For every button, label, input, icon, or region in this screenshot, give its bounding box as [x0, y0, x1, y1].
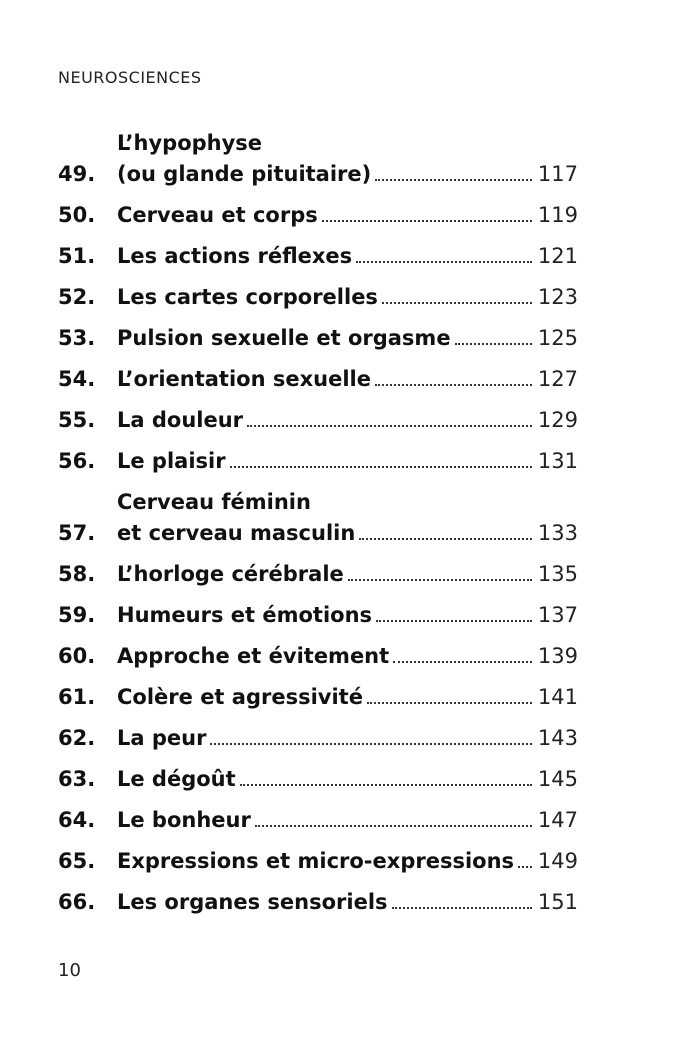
entry-page-number: 129	[537, 408, 578, 432]
entry-title: Expressions et micro-expressions	[117, 849, 515, 873]
dot-leader	[375, 178, 532, 181]
entry-number: 54.	[58, 367, 96, 391]
dot-leader	[210, 742, 531, 745]
dot-leader	[240, 783, 532, 786]
entry-title: L’orientation sexuelle	[117, 367, 371, 391]
entry-number: 49.	[58, 162, 96, 186]
entry-page-number: 145	[537, 767, 578, 791]
entry-page-number: 121	[537, 244, 578, 268]
entry-number: 66.	[58, 890, 96, 914]
toc-entry[interactable]	[58, 282, 578, 313]
toc-entry[interactable]	[58, 128, 578, 190]
dot-leader	[367, 701, 532, 704]
dot-leader	[392, 906, 532, 909]
entry-page-number: 127	[537, 367, 578, 391]
entry-page-number: 125	[537, 326, 578, 350]
entry-page-number: 131	[537, 449, 578, 473]
entry-title: et cerveau masculin	[117, 521, 356, 545]
entry-page-number: 143	[537, 726, 578, 750]
entry-page-number: 147	[537, 808, 578, 832]
entry-number: 61.	[58, 685, 96, 709]
entry-title: Les organes sensoriels	[117, 890, 388, 914]
entry-page-number: 149	[537, 849, 578, 873]
entry-title-line-1: Cerveau féminin	[117, 490, 311, 514]
entry-title: Colère et agressivité	[117, 685, 363, 709]
entry-number: 63.	[58, 767, 96, 791]
toc-entry[interactable]	[58, 487, 578, 549]
dot-leader	[455, 342, 532, 345]
dot-leader	[359, 537, 532, 540]
dot-leader	[393, 660, 532, 663]
toc-entry[interactable]	[58, 200, 578, 231]
toc-entry[interactable]	[58, 846, 578, 877]
toc-entry[interactable]	[58, 682, 578, 713]
toc-entry[interactable]	[58, 764, 578, 795]
toc-entry[interactable]	[58, 805, 578, 836]
entry-title: La douleur	[117, 408, 244, 432]
entry-title: Le bonheur	[117, 808, 251, 832]
entry-page-number: 119	[537, 203, 578, 227]
entry-page-number: 151	[537, 890, 578, 914]
entry-number: 60.	[58, 644, 96, 668]
entry-title: Approche et évitement	[117, 644, 390, 668]
dot-leader	[247, 424, 532, 427]
entry-number: 53.	[58, 326, 96, 350]
entry-title: La peur	[117, 726, 207, 750]
entry-page-number: 123	[537, 285, 578, 309]
entry-number: 50.	[58, 203, 96, 227]
entry-title: Les cartes corporelles	[117, 285, 378, 309]
dot-leader	[230, 465, 532, 468]
toc-entry[interactable]	[58, 323, 578, 354]
entry-number: 52.	[58, 285, 96, 309]
entry-page-number: 141	[537, 685, 578, 709]
entry-number: 65.	[58, 849, 96, 873]
entry-title: (ou glande pituitaire)	[117, 162, 372, 186]
entry-page-number: 135	[537, 562, 578, 586]
entry-number: 51.	[58, 244, 96, 268]
dot-leader	[375, 383, 532, 386]
entry-title: Les actions réflexes	[117, 244, 353, 268]
toc-entry[interactable]	[58, 364, 578, 395]
toc-entry[interactable]	[58, 723, 578, 754]
entry-page-number: 133	[537, 521, 578, 545]
dot-leader	[518, 865, 532, 868]
running-head: NEUROSCIENCES	[58, 68, 202, 87]
entry-number: 62.	[58, 726, 96, 750]
entry-title: Le dégoût	[117, 767, 236, 791]
entry-number: 59.	[58, 603, 96, 627]
entry-number: 57.	[58, 521, 96, 545]
dot-leader	[348, 578, 532, 581]
entry-title: Le plaisir	[117, 449, 226, 473]
entry-number: 58.	[58, 562, 96, 586]
dot-leader	[382, 301, 532, 304]
toc-entry[interactable]	[58, 559, 578, 590]
entry-page-number: 117	[537, 162, 578, 186]
entry-page-number: 137	[537, 603, 578, 627]
entry-number: 56.	[58, 449, 96, 473]
entry-title: Humeurs et émotions	[117, 603, 373, 627]
entry-number: 64.	[58, 808, 96, 832]
toc-entry[interactable]	[58, 405, 578, 436]
entry-title-line-1: L’hypophyse	[117, 131, 263, 155]
entry-title: L’horloge cérébrale	[117, 562, 344, 586]
dot-leader	[255, 824, 532, 827]
entry-title: Cerveau et corps	[117, 203, 318, 227]
toc-entry[interactable]	[58, 600, 578, 631]
toc-entry[interactable]	[58, 446, 578, 477]
page-folio: 10	[58, 960, 81, 981]
dot-leader	[356, 260, 532, 263]
entry-page-number: 139	[537, 644, 578, 668]
toc-entry[interactable]	[58, 641, 578, 672]
entry-title: Pulsion sexuelle et orgasme	[117, 326, 451, 350]
dot-leader	[376, 619, 532, 622]
dot-leader	[322, 219, 532, 222]
toc-entry[interactable]	[58, 887, 578, 918]
toc-entry[interactable]	[58, 241, 578, 272]
table-of-contents	[58, 128, 578, 928]
entry-number: 55.	[58, 408, 96, 432]
